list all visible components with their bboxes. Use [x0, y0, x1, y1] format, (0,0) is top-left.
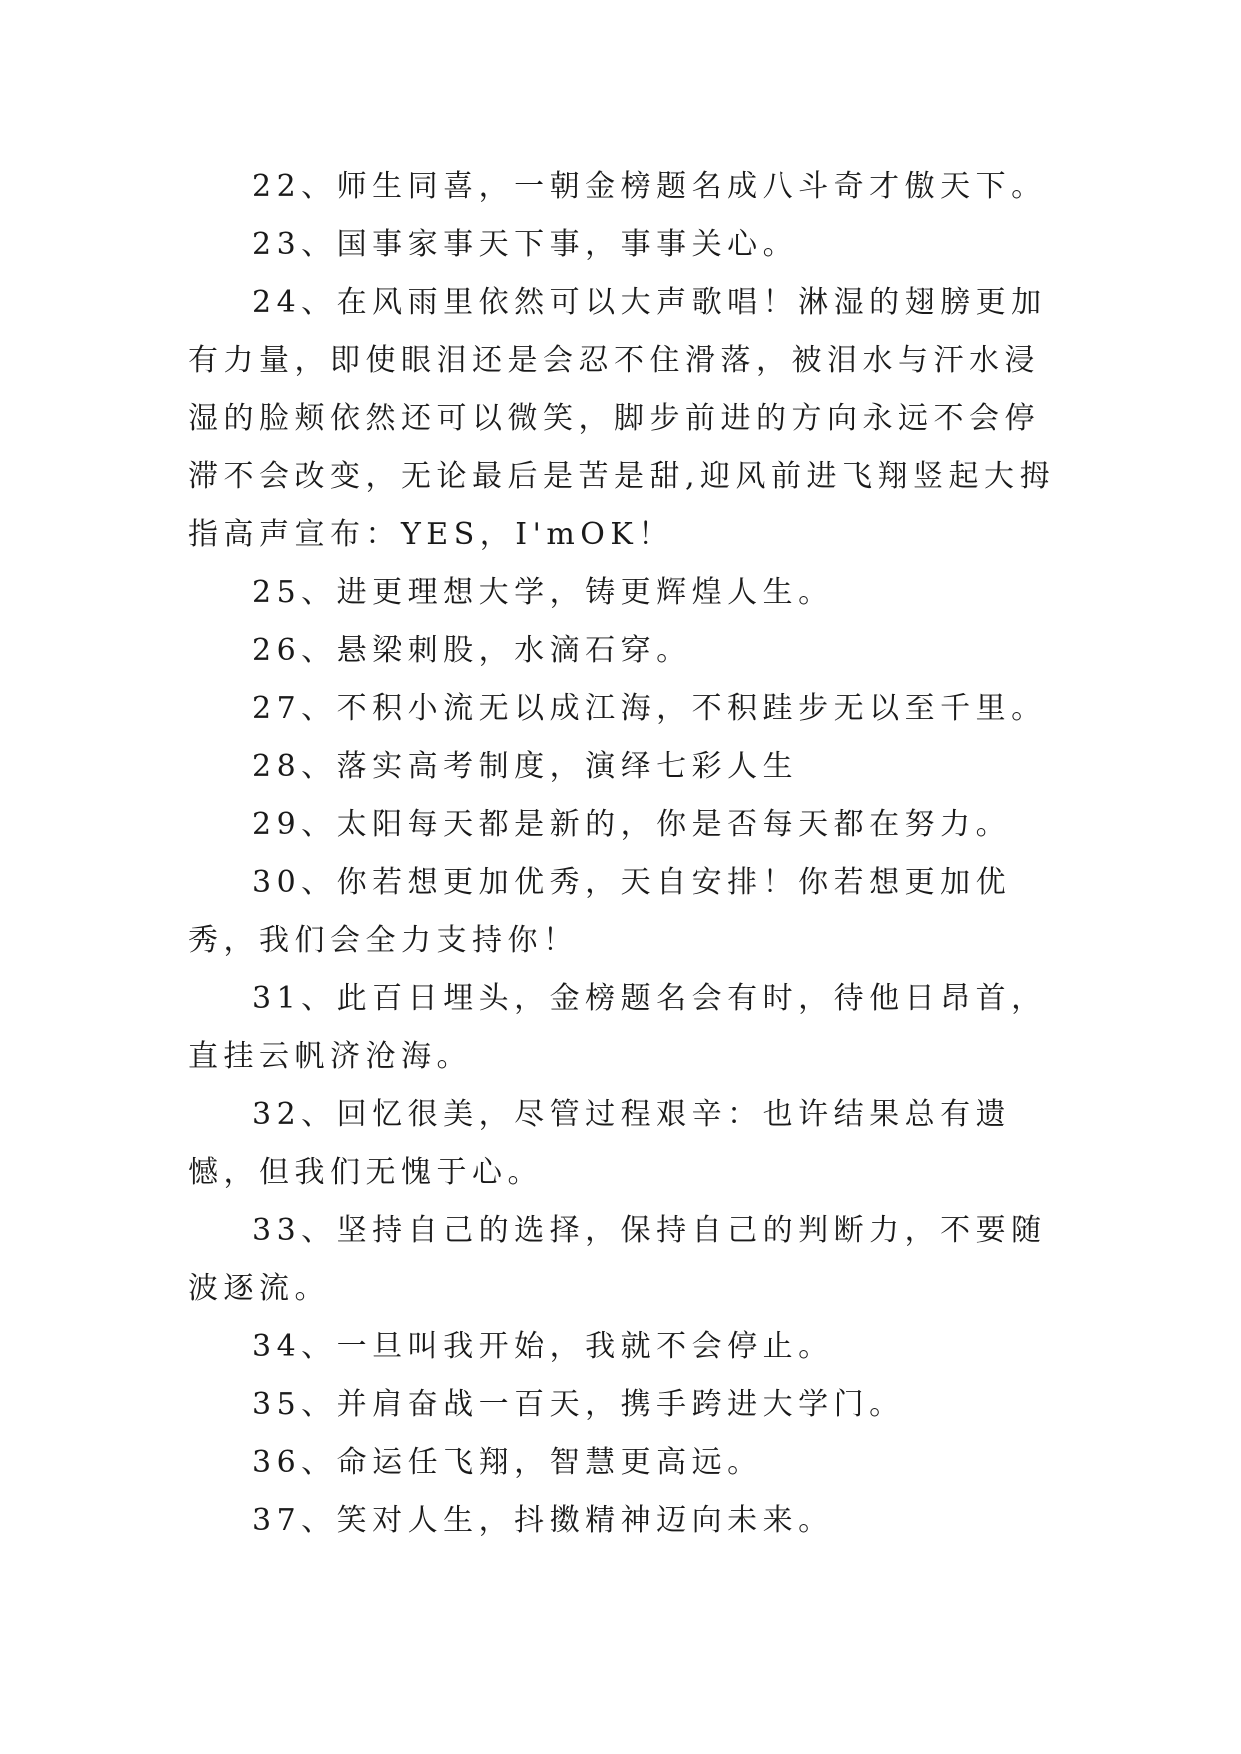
paragraph-32: 32、回忆很美，尽管过程艰辛：也许结果总有遗憾，但我们无愧于心。 [188, 1097, 1012, 1190]
paragraph-28: 28、落实高考制度，演绎七彩人生 [252, 749, 799, 784]
paragraph-24: 24、在风雨里依然可以大声歌唱！淋湿的翅膀更加有力量，即使眼泪还是会忍不住滑落，被泪水与汗水浸湿的脸颊依然还可以微笑，脚步前进的方向永远不会停滞不会改变，无论最后是苦是甜,迎风前进飞翔竖起大拇指高声宣布：YES，I'mOK！ [188, 285, 1056, 552]
paragraph-34: 34、一旦叫我开始，我就不会停止。 [252, 1329, 834, 1364]
paragraph-33: 33、坚持自己的选择，保持自己的判断力，不要随波逐流。 [188, 1213, 1047, 1306]
paragraph-31: 31、此百日埋头，金榜题名会有时，待他日昂首，直挂云帆济沧海。 [188, 981, 1047, 1074]
paragraph-25: 25、进更理想大学，铸更辉煌人生。 [252, 575, 834, 610]
paragraph-23: 23、国事家事天下事，事事关心。 [252, 227, 799, 262]
paragraph-29: 29、太阳每天都是新的，你是否每天都在努力。 [252, 807, 1012, 842]
paragraph-37: 37、笑对人生，抖擞精神迈向未来。 [252, 1503, 834, 1538]
paragraph-30: 30、你若想更加优秀，天自安排！你若想更加优秀，我们会全力支持你！ [188, 865, 1012, 958]
paragraph-22: 22、师生同喜，一朝金榜题名成八斗奇才傲天下。 [252, 169, 1047, 204]
paragraph-27: 27、不积小流无以成江海，不积跬步无以至千里。 [252, 691, 1047, 726]
paragraph-35: 35、并肩奋战一百天，携手跨进大学门。 [252, 1387, 905, 1422]
document-body [188, 158, 1058, 1550]
paragraph-36: 36、命运任飞翔，智慧更高远。 [252, 1445, 763, 1480]
paragraph-26: 26、悬梁刺股，水滴石穿。 [252, 633, 692, 668]
